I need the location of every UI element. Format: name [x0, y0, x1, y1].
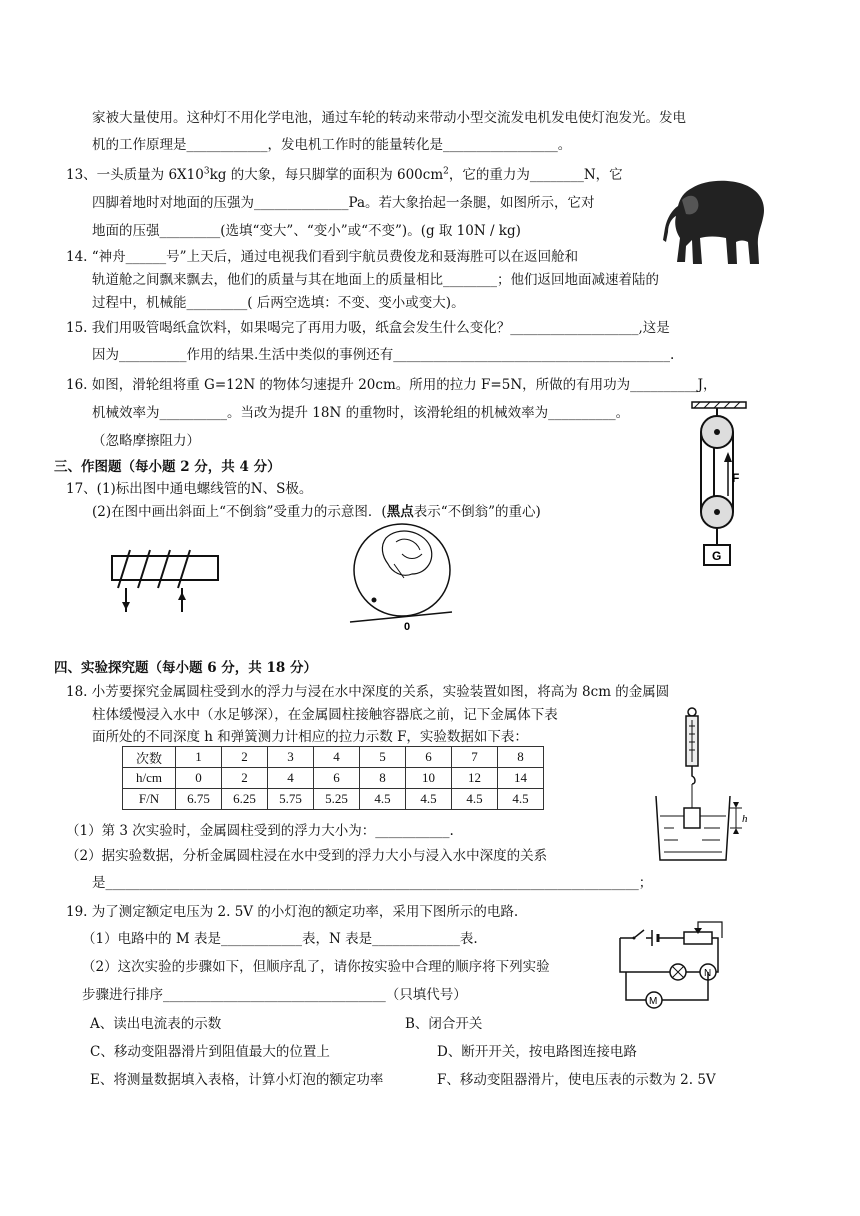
text-line: 机械效率为__________。当改为提升 18N 的重物时，该滑轮组的机械效率为__________。 — [92, 405, 630, 421]
text-line: （2）据实验数据，分析金属圆柱浸在水中受到的浮力大小与浸入水中深度的关系 — [66, 848, 548, 864]
section-heading-4: 四、实验探究题（每小题 6 分，共 18 分） — [54, 660, 317, 676]
table-cell: 5.75 — [268, 789, 314, 810]
table-cell: 7 — [452, 747, 498, 768]
table-cell: 4.5 — [498, 789, 544, 810]
text-fragment: 13、一头质量为 6X10 — [66, 167, 204, 183]
superscript: 2 — [443, 166, 449, 177]
text-line: 过程中，机械能_________( 后两空选填：不变、变小或变大)。 — [92, 295, 465, 311]
text-fragment: 表示“不倒翁”的重心) — [413, 504, 541, 520]
table-cell: 4.5 — [452, 789, 498, 810]
question-18-line: 18. 小芳要探究金属圆柱受到水的浮力与浸在水中深度的关系，实验装置如图，将高为 8cm 的金属圆 — [66, 684, 670, 700]
text-line: 面所处的不同深度 h 和弹簧测力计相应的拉力示数 F，实验数据如下表： — [92, 729, 528, 745]
buoyancy-apparatus-figure — [650, 704, 760, 864]
text-fragment: (2)在图中画出斜面上“不倒翁”受重力的示意图．( — [92, 504, 387, 520]
table-row — [123, 747, 544, 768]
meter-m-label: M — [649, 996, 658, 1007]
text-fragment: kg 的大象，每只脚掌的面积为 600cm — [209, 167, 444, 183]
table-cell: 1 — [176, 747, 222, 768]
table-cell: 10 — [406, 768, 452, 789]
contact-point-label: 0 — [404, 621, 411, 632]
table-row — [123, 789, 544, 810]
text-line: 机的工作原理是____________，发电机工作时的能量转化是_________________。 — [92, 137, 572, 153]
table-cell: 5 — [360, 747, 406, 768]
table-cell: F/N — [123, 789, 176, 810]
tumbler-figure — [346, 520, 456, 632]
option-b: B、闭合开关 — [405, 1016, 483, 1032]
table-cell: 6.75 — [176, 789, 222, 810]
table-cell: 2 — [222, 747, 268, 768]
table-cell: 8 — [498, 747, 544, 768]
force-label: F — [732, 471, 740, 485]
table-cell: 3 — [268, 747, 314, 768]
weight-label: G — [712, 549, 722, 563]
text-line: 柱体缓慢浸入水中（水足够深），在金属圆柱接触容器底之前，记下金属体下表 — [92, 707, 558, 723]
option-e: E、将测量数据填入表格，计算小灯泡的额定功率 — [90, 1072, 384, 1088]
text-line: （1）电路中的 M 表是____________表，N 表是_____________表. — [82, 931, 478, 947]
table-cell: h/cm — [123, 768, 176, 789]
pulley-figure — [690, 400, 750, 570]
table-cell: 14 — [498, 768, 544, 789]
table-row — [123, 768, 544, 789]
bold-fragment: 黑点 — [386, 504, 414, 520]
meter-n-label: N — [704, 968, 712, 979]
solenoid-figure — [104, 548, 224, 618]
text-line: （忽略摩擦阻力） — [92, 433, 200, 449]
table-cell: 4.5 — [360, 789, 406, 810]
text-line: 四脚着地时对地面的压强为______________Pa。若大象抬起一条腿，如图所示，它对 — [92, 195, 595, 211]
center-of-gravity-dot — [372, 598, 377, 603]
table-cell: 4.5 — [406, 789, 452, 810]
table-cell: 6 — [314, 768, 360, 789]
text-line: 轨道舱之间飘来飘去，他们的质量与其在地面上的质量相比________；他们返回地面减速着陆的 — [92, 272, 659, 288]
question-15-line: 15. 我们用吸管喝纸盒饮料，如果喝完了再用力吸，纸盒会发生什么变化？___________________,这是 — [66, 320, 670, 336]
question-17-line: 17、(1)标出图中通电螺线管的N、S极。 — [66, 481, 313, 497]
question-14-line: 14. “神舟______号”上天后，通过电视我们看到宇航员费俊龙和聂海胜可以在返回舱和 — [66, 249, 579, 265]
text-line: 是_______________________________________________________________________________； — [92, 875, 653, 891]
text-line: （2）这次实验的步骤如下，但顺序乱了，请你按实验中合理的顺序将下列实验 — [82, 959, 550, 975]
question-19-line: 19. 为了测定额定电压为 2. 5V 的小灯泡的额定功率，采用下图所示的电路. — [66, 904, 519, 920]
table-cell: 8 — [360, 768, 406, 789]
option-d: D、断开开关，按电路图连接电路 — [437, 1044, 637, 1060]
option-c: C、移动变阻器滑片到阻值最大的位置上 — [90, 1044, 330, 1060]
text-line: 地面的压强_________(选填“变大”、“变小”或“不变”)。(g 取 10N / kg) — [92, 223, 521, 239]
question-13-line — [66, 166, 623, 184]
text-line: 步骤进行排序_________________________________（只填代号） — [82, 987, 467, 1003]
text-line: 家被大量使用。这种灯不用化学电池，通过车轮的转动来带动小型交流发电机发电使灯泡发光。发电 — [92, 110, 686, 126]
table-cell: 4 — [314, 747, 360, 768]
table-cell: 5.25 — [314, 789, 360, 810]
option-a: A、读出电流表的示数 — [90, 1016, 222, 1032]
table-cell: 0 — [176, 768, 222, 789]
data-table — [122, 746, 544, 810]
text-line: （1）第 3 次实验时，金属圆柱受到的浮力大小为：___________. — [66, 823, 454, 839]
depth-label: h — [742, 813, 748, 825]
text-line — [92, 503, 541, 521]
table-cell: 12 — [452, 768, 498, 789]
table-cell: 6.25 — [222, 789, 268, 810]
table-cell: 4 — [268, 768, 314, 789]
table-cell: 次数 — [123, 747, 176, 768]
text-fragment: ，它的重力为________N，它 — [448, 167, 623, 183]
text-line: 因为__________作用的结果.生活中类似的事例还有_________________________________________. — [92, 347, 675, 363]
superscript: 3 — [203, 166, 210, 177]
elephant-figure — [662, 176, 776, 268]
section-heading-3: 三、作图题（每小题 2 分，共 4 分） — [54, 459, 281, 475]
question-16-line: 16. 如图，滑轮组将重 G=12N 的物体匀速提升 20cm。所用的拉力 F=5N，所做的有用功为__________J， — [66, 377, 717, 393]
table-cell: 2 — [222, 768, 268, 789]
option-f: F、移动变阻器滑片，使电压表的示数为 2. 5V — [437, 1072, 716, 1088]
table-cell: 6 — [406, 747, 452, 768]
circuit-figure — [612, 916, 732, 1016]
